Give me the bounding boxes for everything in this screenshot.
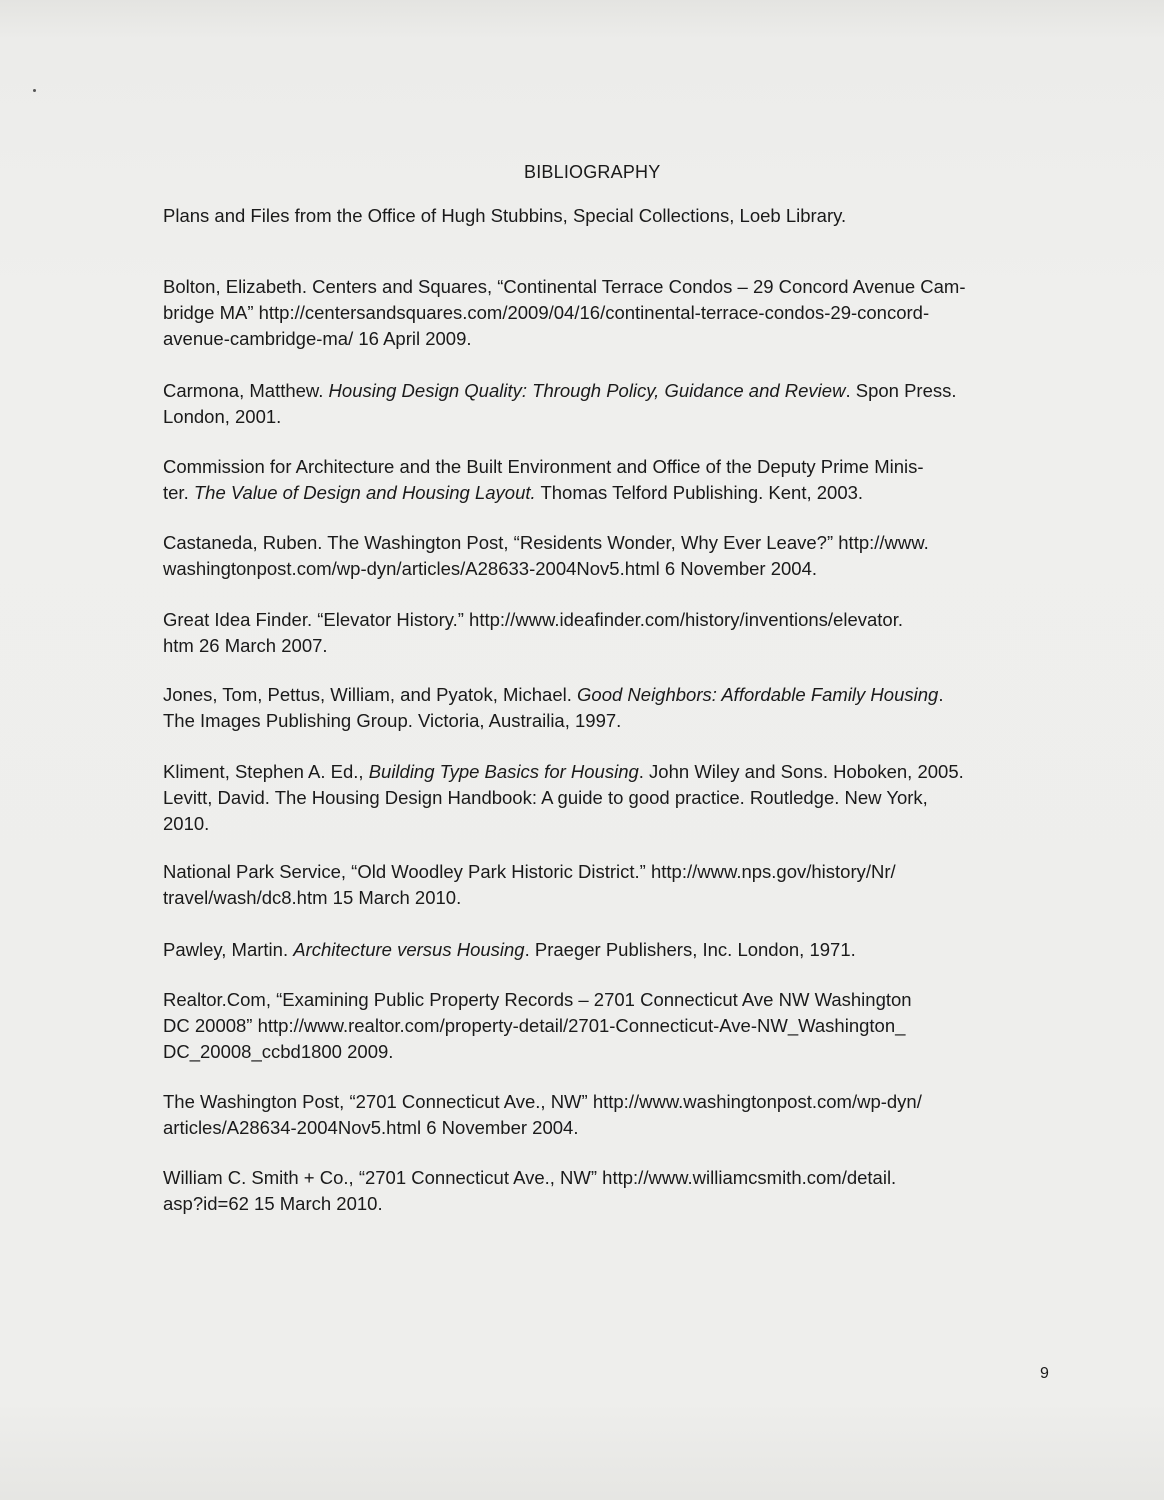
entry-line: articles/A28634-2004Nov5.html 6 November 2004. bbox=[163, 1117, 579, 1138]
bibliography-entry bbox=[163, 607, 1033, 659]
bibliography-entry bbox=[163, 530, 1033, 582]
bibliography-entry bbox=[163, 454, 1033, 506]
bibliography-entry bbox=[163, 937, 1033, 963]
entry-line: William C. Smith + Co., “2701 Connecticut Ave., NW” http://www.williamcsmith.com/detail. bbox=[163, 1167, 897, 1188]
entry-line: The Images Publishing Group. Victoria, Austrailia, 1997. bbox=[163, 710, 622, 731]
book-title: Architecture versus Housing bbox=[293, 939, 525, 960]
entry-line: Bolton, Elizabeth. Centers and Squares, “Continental Terrace Condos – 29 Concord Avenue Cam- bbox=[163, 276, 966, 297]
bibliography-entry bbox=[163, 759, 1033, 837]
bibliography-entry bbox=[163, 378, 1033, 430]
book-title: Building Type Basics for Housing bbox=[368, 761, 639, 782]
bibliography-entry bbox=[163, 682, 1033, 734]
entry-line: DC 20008” http://www.realtor.com/property-detail/2701-Connecticut-Ave-NW_Washington_ bbox=[163, 1015, 906, 1036]
entry-line: National Park Service, “Old Woodley Park Historic District.” http://www.nps.gov/history/Nr/ bbox=[163, 861, 896, 882]
bibliography-entry bbox=[163, 274, 1033, 352]
entry-line: Jones, Tom, Pettus, William, and Pyatok, Michael. Good Neighbors: Affordable Family Housing. bbox=[163, 684, 944, 705]
page-title: BIBLIOGRAPHY bbox=[524, 162, 661, 182]
bibliography-entry bbox=[163, 1089, 1033, 1141]
bibliography-entry bbox=[163, 859, 1033, 911]
entry-line: Plans and Files from the Office of Hugh Stubbins, Special Collections, Loeb Library. bbox=[163, 205, 847, 226]
entry-line: Commission for Architecture and the Built Environment and Office of the Deputy Prime Minis- bbox=[163, 456, 924, 477]
entry-line: avenue-cambridge-ma/ 16 April 2009. bbox=[163, 328, 472, 349]
entry-line: London, 2001. bbox=[163, 406, 282, 427]
scan-speck bbox=[33, 89, 36, 92]
entry-line: 2010. bbox=[163, 813, 210, 834]
bibliography-entry bbox=[163, 1165, 1033, 1217]
entry-line: Kliment, Stephen A. Ed., Building Type Basics for Housing. John Wiley and Sons. Hoboken, 2005. bbox=[163, 761, 964, 782]
entry-line: washingtonpost.com/wp-dyn/articles/A28633-2004Nov5.html 6 November 2004. bbox=[163, 558, 818, 579]
entry-line: Realtor.Com, “Examining Public Property Records – 2701 Connecticut Ave NW Washington bbox=[163, 989, 912, 1010]
entry-line: Carmona, Matthew. Housing Design Quality: Through Policy, Guidance and Review. Spon Press. bbox=[163, 380, 957, 401]
entry-line: asp?id=62 15 March 2010. bbox=[163, 1193, 383, 1214]
bibliography-entry bbox=[163, 203, 1033, 229]
entry-line: ter. The Value of Design and Housing Layout. Thomas Telford Publishing. Kent, 2003. bbox=[163, 482, 864, 503]
entry-line: htm 26 March 2007. bbox=[163, 635, 328, 656]
entry-line: The Washington Post, “2701 Connecticut Ave., NW” http://www.washingtonpost.com/wp-dyn/ bbox=[163, 1091, 922, 1112]
entry-line: Castaneda, Ruben. The Washington Post, “Residents Wonder, Why Ever Leave?” http://www. bbox=[163, 532, 929, 553]
book-title: Good Neighbors: Affordable Family Housing bbox=[577, 684, 939, 705]
page-number: 9 bbox=[1040, 1365, 1049, 1382]
entry-line: Pawley, Martin. Architecture versus Housing. Praeger Publishers, Inc. London, 1971. bbox=[163, 939, 856, 960]
entry-line: bridge MA” http://centersandsquares.com/2009/04/16/continental-terrace-condos-29-concord- bbox=[163, 302, 930, 323]
bibliography-entry bbox=[163, 987, 1033, 1065]
entry-line: travel/wash/dc8.htm 15 March 2010. bbox=[163, 887, 462, 908]
entry-line: DC_20008_ccbd1800 2009. bbox=[163, 1041, 394, 1062]
book-title: Housing Design Quality: Through Policy, Guidance and Review bbox=[328, 380, 846, 401]
entry-line: Levitt, David. The Housing Design Handbook: A guide to good practice. Routledge. New York, bbox=[163, 787, 928, 808]
entry-line: Great Idea Finder. “Elevator History.” http://www.ideafinder.com/history/inventions/elevator. bbox=[163, 609, 903, 630]
book-title: The Value of Design and Housing Layout. bbox=[193, 482, 536, 503]
